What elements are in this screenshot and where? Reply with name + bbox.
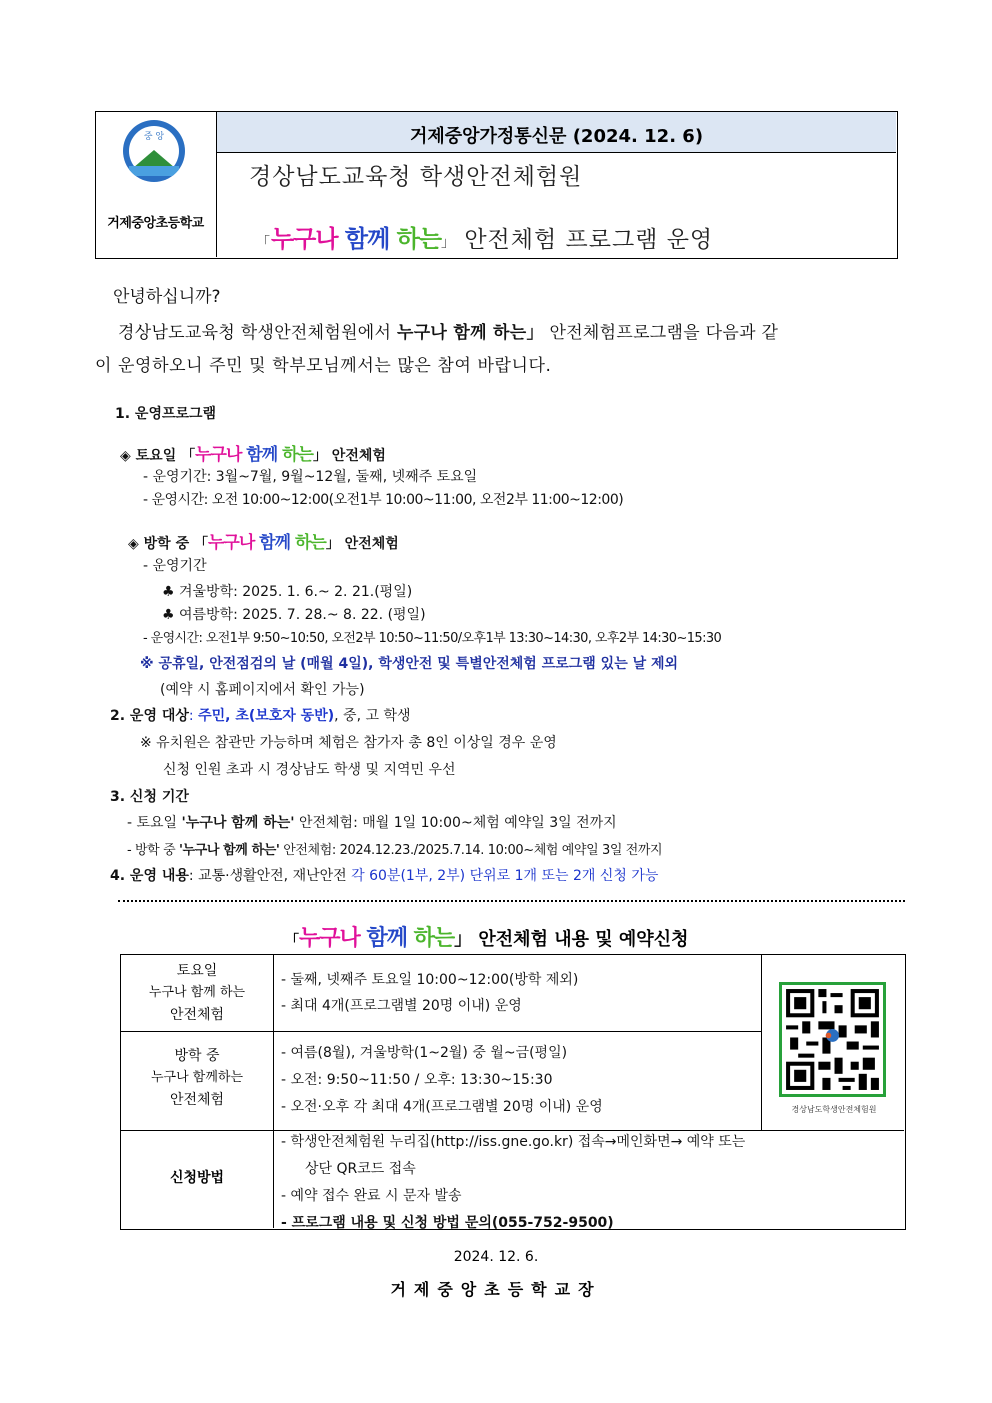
winter-period: ♣ 겨울방학: 2025. 1. 6.~ 2. 21.(평일)	[162, 584, 413, 600]
row3-content: - 학생안전체험원 누리집(http://iss.gne.go.kr) 접속→메인화면→ 예약 또는 상단 QR코드 접속 - 예약 접수 완료 시 문자 발송 - 프로그램 내용 및 신청 방법 문의(055-752-9500)	[281, 1134, 746, 1231]
row1-content: - 둘째, 넷째주 토요일 10:00~12:00(방학 제외) - 최대 4개(프로그램별 20명 이내) 운영	[281, 972, 579, 1014]
saturday-period: - 운영기간: 3월~7월, 9월~12월, 둘째, 넷째주 토요일	[143, 469, 478, 485]
intro-line2: 이 운영하오니 주민 및 학부모님께서는 많은 참여 바랍니다.	[95, 356, 552, 376]
saturday-title: ◈ 토요일 「누구나 함께 하는」 안전체험	[120, 445, 386, 465]
row1-label: 토요일 누구나 함께 하는 안전체험	[148, 963, 246, 1023]
vacation-note: ※ 공휴일, 안전점검의 날 (매월 4일), 학생안전 및 특별안전체험 프로그램 있는 날 제외	[140, 656, 679, 672]
section2-note1: ※ 유치원은 참관만 가능하며 체험은 참가자 총 8인 이상일 경우 운영	[140, 735, 557, 751]
principal-signature: 거제중앙초등학교장	[390, 1280, 602, 1299]
school-name: 거제중앙초등학교	[107, 216, 204, 231]
slogan: 누구나 함께 하는	[271, 225, 442, 253]
newsletter-title: 거제중앙가정통신문 (2024. 12. 6)	[409, 126, 704, 147]
summer-period: ♣ 여름방학: 2025. 7. 28.~ 8. 22. (평일)	[162, 607, 426, 623]
header-org: 경상남도교육청 학생안전체험원	[249, 164, 583, 190]
section4-line: 4. 운영 내용: 교통·생활안전, 재난안전 각 60분(1부, 2부) 단위로 1개 또는 2개 신청 가능	[110, 868, 659, 884]
qr-code[interactable]	[779, 982, 886, 1097]
school-logo	[123, 120, 185, 182]
vacation-note2: (예약 시 홈페이지에서 확인 가능)	[160, 682, 365, 698]
newsletter-title-bar	[217, 112, 896, 153]
vacation-period-label: - 운영기간	[143, 558, 207, 574]
section3-line1: - 토요일 '누구나 함께 하는' 안전체험: 매월 1일 10:00~체험 예약일 3일 전까지	[127, 815, 617, 831]
dotted-divider	[118, 900, 905, 902]
school-cell	[96, 112, 217, 257]
section3-heading: 3. 신청 기간	[110, 789, 189, 805]
greeting: 안녕하십니까?	[113, 287, 221, 307]
section3-line2: - 방학 중 '누구나 함께 하는' 안전체험: 2024.12.23./2025.7.14. 10:00~체험 예약일 3일 전까지	[127, 843, 663, 858]
info-table	[120, 954, 906, 1230]
saturday-time: - 운영시간: 오전 10:00~12:00(오전1부 10:00~11:00, 오전2부 11:00~12:00)	[143, 492, 624, 508]
row3-label: 신청방법	[169, 1170, 225, 1186]
footer-date: 2024. 12. 6.	[453, 1249, 539, 1265]
vacation-time: - 운영시간: 오전1부 9:50~10:50, 오전2부 10:50~11:50/오후1부 13:30~14:30, 오후2부 14:30~15:30	[143, 631, 722, 646]
header-program-title: 「누구나 함께 하는」 안전체험 프로그램 운영	[256, 219, 713, 254]
section2-note2: 신청 인원 초과 시 경상남도 학생 및 지역민 우선	[163, 762, 456, 778]
vacation-title: ◈ 방학 중 「누구나 함께 하는」 안전체험	[128, 533, 399, 553]
section2-line: 2. 운영 대상: 주민, 초(보호자 동반), 중, 고 학생	[110, 708, 411, 724]
row2-content: - 여름(8월), 겨울방학(1~2월) 중 월~금(평일) - 오전: 9:50~11:50 / 오후: 13:30~15:30 - 오전·오후 각 최대 4개(프로그램별 20명 이내) 운영	[281, 1045, 603, 1115]
qr-caption: 경상남도학생안전체험원	[791, 1105, 877, 1114]
header-table	[95, 111, 898, 259]
section1-heading: 1. 운영프로그램	[115, 406, 217, 422]
table-title: 「누구나 함께 하는」 안전체험 내용 및 예약신청	[285, 926, 689, 951]
intro-line1: 경상남도교육청 학생안전체험원에서 누구나 함께 하는」 안전체험프로그램을 다음과 같	[118, 323, 779, 343]
logo-text: 중 앙	[143, 132, 165, 142]
row2-label: 방학 중 누구나 함께하는 안전체험	[150, 1048, 244, 1108]
